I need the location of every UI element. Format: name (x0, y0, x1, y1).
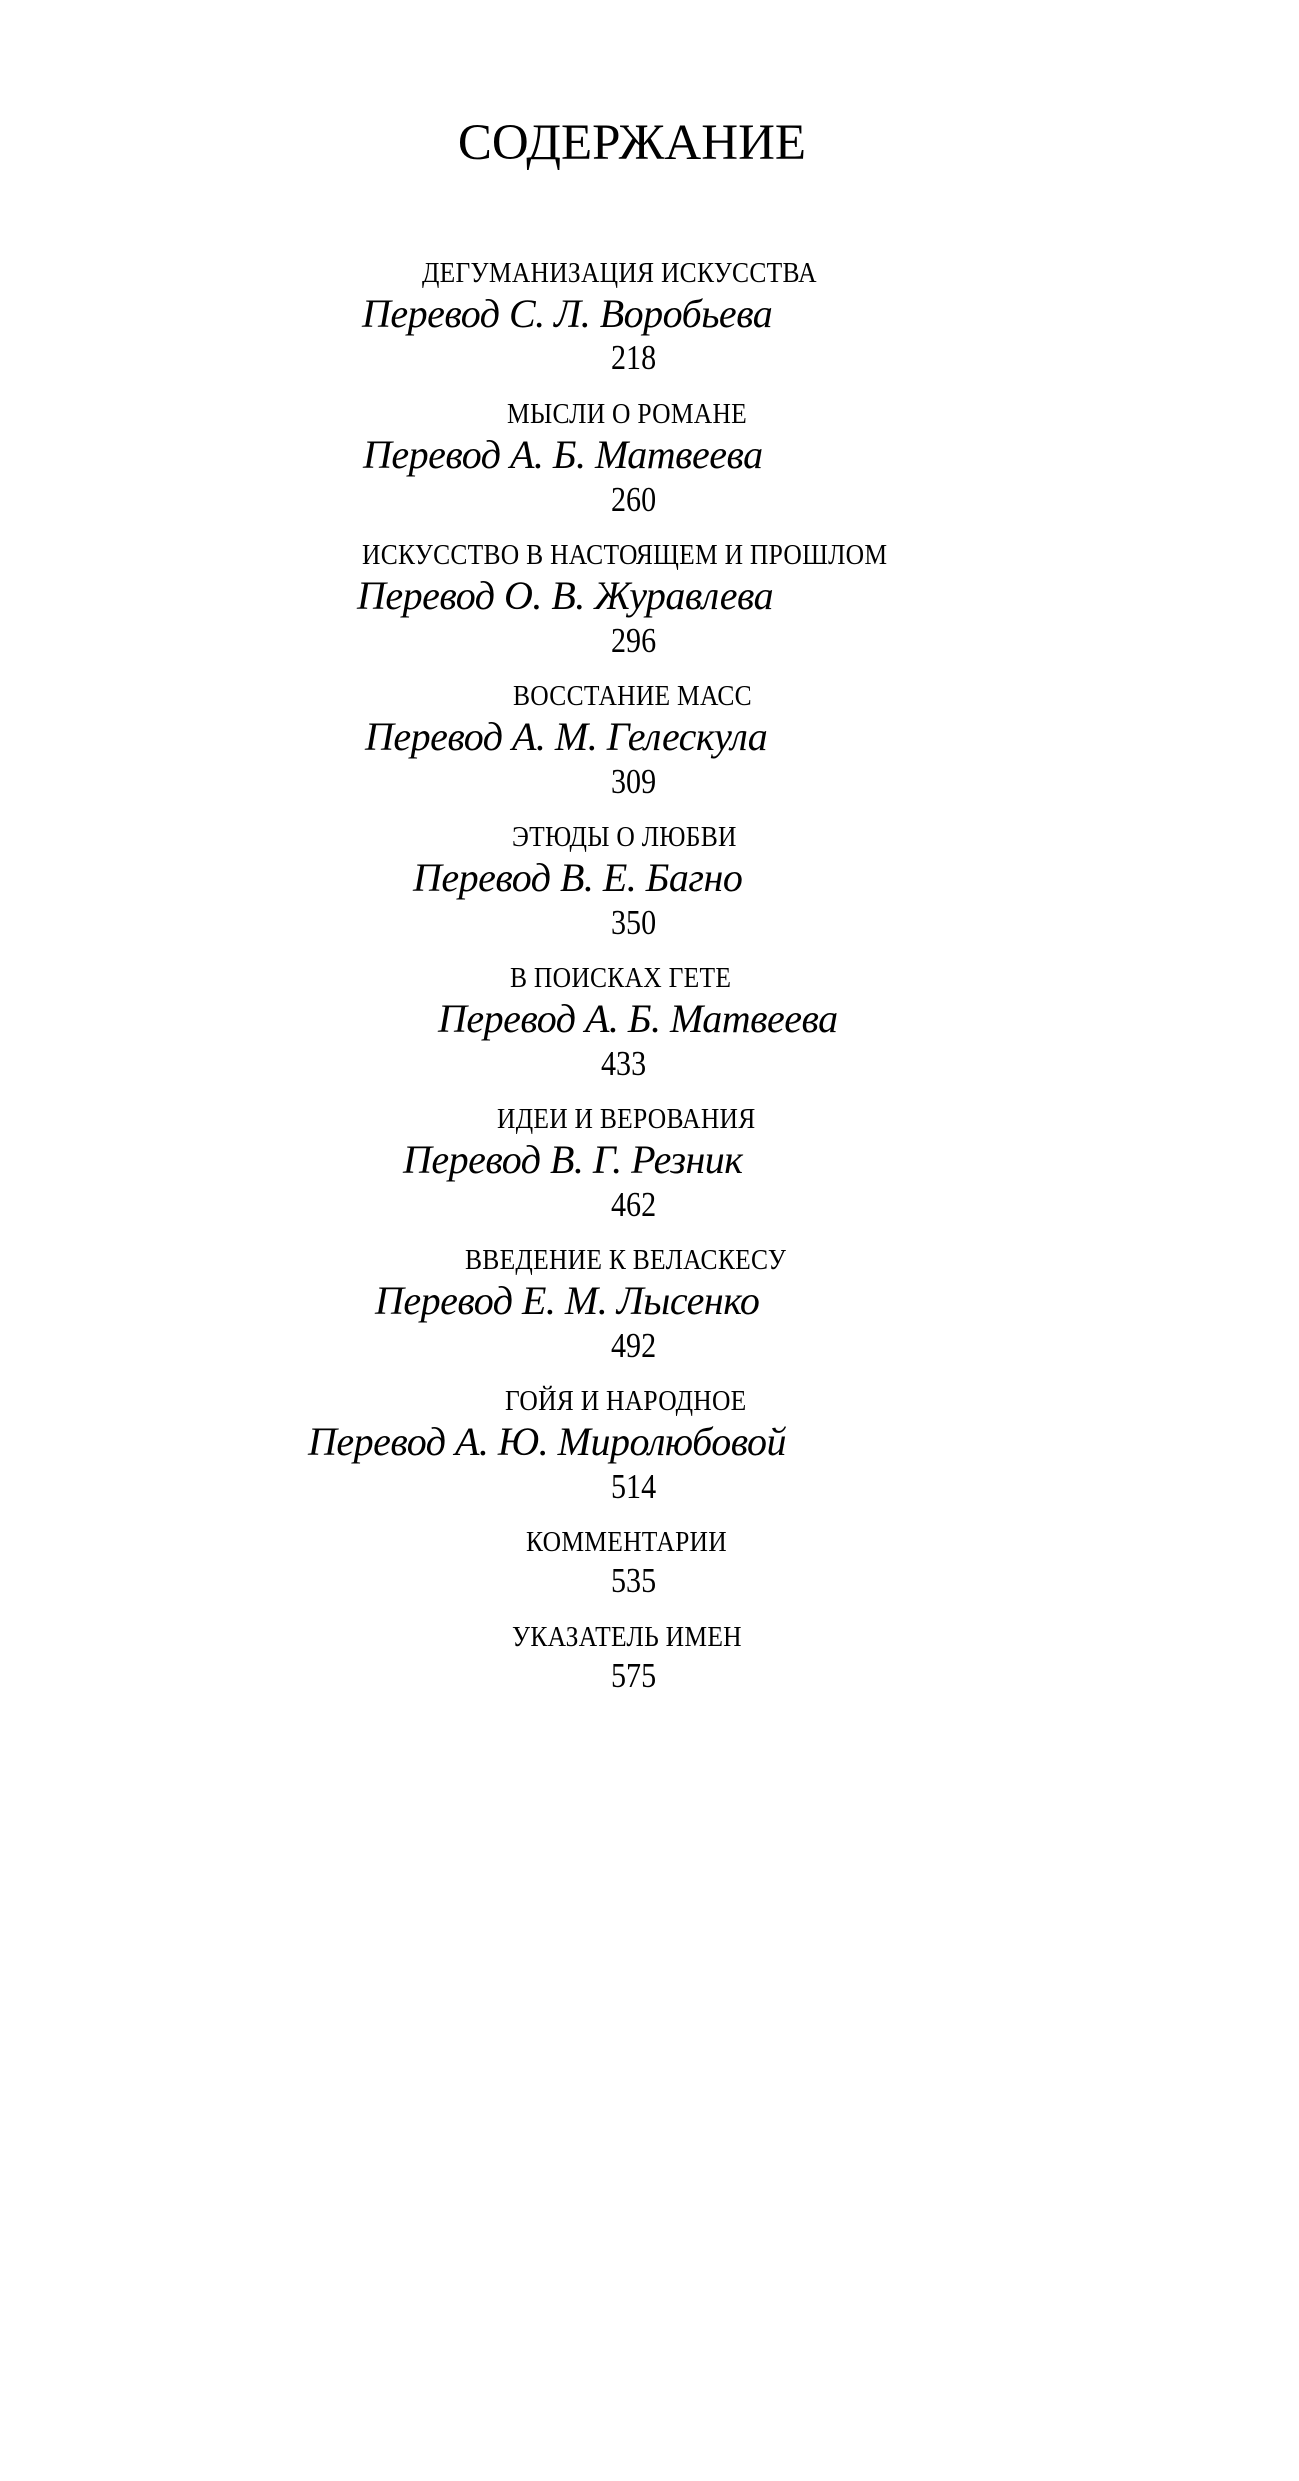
toc-entry-translator: Перевод В. Г. Резник (403, 1137, 743, 1182)
toc-entry-page: 575 (611, 1656, 657, 1695)
toc-entry-title: МЫСЛИ О РОМАНЕ (507, 398, 748, 430)
toc-entry-translator: Перевод А. Б. Матвеева (363, 432, 763, 477)
toc-entry-translator: Перевод А. Ю. Миролюбовой (308, 1419, 787, 1464)
toc-entry-translator: Перевод Е. М. Лысенко (375, 1278, 760, 1323)
toc-entry-title: ДЕГУМАНИЗАЦИЯ ИСКУССТВА (422, 257, 817, 289)
toc-entry-title: ИДЕИ И ВЕРОВАНИЯ (497, 1103, 756, 1135)
toc-entry-page: 433 (601, 1044, 647, 1083)
toc-entry-page: 309 (611, 762, 657, 801)
toc-entry-title: КОММЕНТАРИИ (526, 1526, 727, 1558)
toc-entry-page: 296 (611, 621, 657, 660)
toc-entry-title: ГОЙЯ И НАРОДНОЕ (505, 1385, 747, 1417)
toc-entry-title: ВОССТАНИЕ МАСС (513, 680, 752, 712)
toc-entry-page: 535 (611, 1561, 657, 1600)
toc-entry-translator: Перевод А. М. Гелескула (365, 714, 768, 759)
toc-entry-title: УКАЗАТЕЛЬ ИМЕН (512, 1621, 742, 1653)
toc-entry-title: ЭТЮДЫ О ЛЮБВИ (512, 821, 737, 853)
toc-entry-translator: Перевод В. Е. Багно (413, 855, 743, 900)
toc-entry-translator: Перевод О. В. Журавлева (357, 573, 774, 618)
toc-entry-page: 462 (611, 1185, 657, 1224)
toc-entry-page: 218 (611, 338, 657, 377)
toc-entry-title: ИСКУССТВО В НАСТОЯЩЕМ И ПРОШЛОМ (362, 539, 888, 571)
toc-entry-translator: Перевод С. Л. Воробьева (362, 291, 773, 336)
toc-entry-page: 260 (611, 480, 657, 519)
toc-entry-title: В ПОИСКАХ ГЕТЕ (510, 962, 732, 994)
toc-entry-page: 350 (611, 903, 657, 942)
toc-entry-translator: Перевод А. Б. Матвеева (438, 996, 838, 1041)
toc-entry-title: ВВЕДЕНИЕ К ВЕЛАСКЕСУ (465, 1244, 787, 1276)
page-title: СОДЕРЖАНИЕ (457, 115, 807, 171)
toc-entry-page: 492 (611, 1326, 657, 1365)
toc-entry-page: 514 (611, 1467, 657, 1506)
